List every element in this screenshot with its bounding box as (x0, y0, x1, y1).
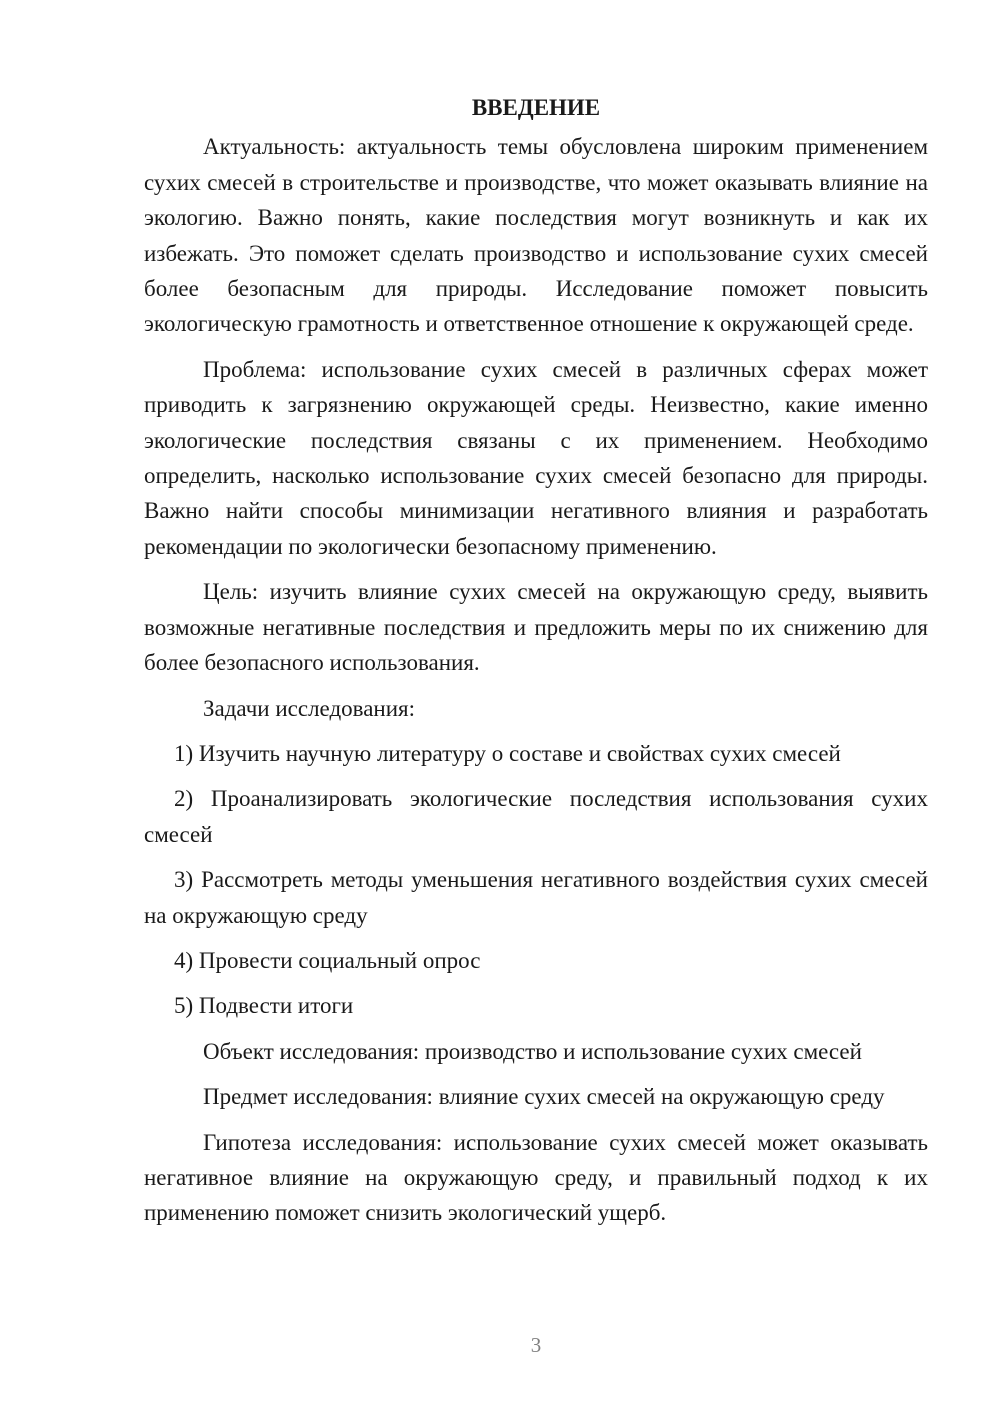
section-title: ВВЕДЕНИЕ (471, 95, 601, 120)
goal-paragraph: Цель: изучить влияние сухих смесей на окружающую среду, выявить возможные негативные последствия и предложить меры по их снижению для более безопасного использования. (144, 579, 928, 676)
task-item: 4) Провести социальный опрос (174, 947, 481, 973)
task-item: 1) Изучить научную литературу о составе и свойствах сухих смесей (174, 740, 841, 766)
task-item: 5) Подвести итоги (174, 993, 354, 1019)
object-paragraph: Объект исследования: производство и использование сухих смесей (203, 1038, 862, 1064)
hypothesis-paragraph: Гипотеза исследования: использование сухих смесей может оказывать негативное влияние на окружающую среду, и правильный подход к их применению поможет снизить экологический ущерб. (144, 1129, 928, 1226)
relevance-paragraph: Актуальность: актуальность темы обусловлена широким применением сухих смесей в строительстве и производстве, что может оказывать влияние на экологию. Важно понять, какие последствия могут возникнуть и как их избежать. Это поможет сделать производство и использование сухих смесей более безопасным для природы. Исследование поможет повысить экологическую грамотность и ответственное отношение к окружающей среде. (144, 134, 928, 337)
subject-paragraph: Предмет исследования: влияние сухих смесей на окружающую среду (203, 1084, 885, 1110)
task-item: 2) Проанализировать экологические последствия использования сухих смесей (144, 786, 928, 847)
task-item: 3) Рассмотреть методы уменьшения негативного воздействия сухих смесей на окружающую среду (144, 867, 928, 928)
tasks-heading: Задачи исследования: (203, 695, 416, 721)
page-content (144, 90, 928, 1241)
page-number: 3 (530, 1333, 542, 1357)
problem-paragraph: Проблема: использование сухих смесей в различных сферах может приводить к загрязнению окружающей среды. Неизвестно, какие именно экологические последствия связаны с их применением. Необходимо определить, насколько использование сухих смесей безопасно для природы. Важно найти способы минимизации негативного влияния и разработать рекомендации по экологически безопасному применению. (144, 356, 928, 559)
